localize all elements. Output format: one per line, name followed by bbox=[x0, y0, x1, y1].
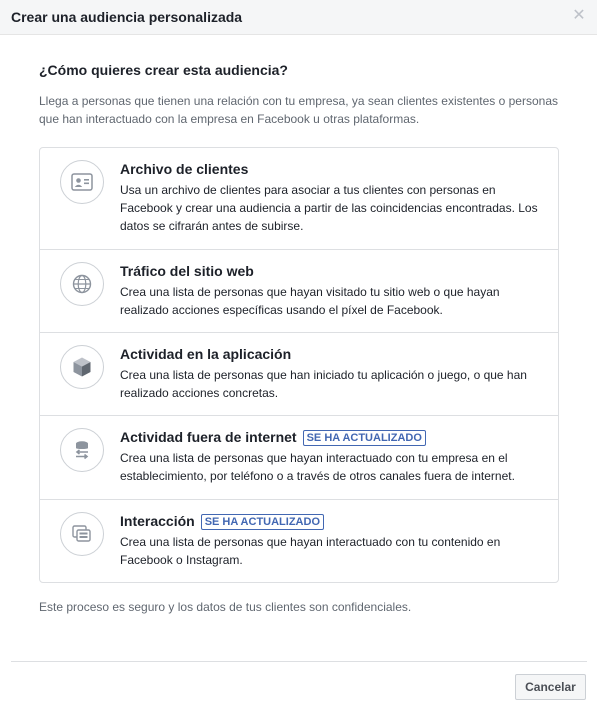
option-engagement[interactable] bbox=[40, 499, 558, 583]
offline-activity-icon bbox=[60, 428, 104, 472]
question-heading: ¿Cómo quieres crear esta audiencia? bbox=[39, 62, 288, 78]
privacy-note: Este proceso es seguro y los datos de tus clientes son confidenciales. bbox=[39, 600, 412, 614]
option-description: Crea una lista de personas que han iniciado tu aplicación o juego, o que han realizado acciones concretas. bbox=[120, 368, 527, 400]
option-offline-activity[interactable] bbox=[40, 415, 558, 499]
updated-badge: SE HA ACTUALIZADO bbox=[303, 430, 426, 446]
option-title: Tráfico del sitio web bbox=[120, 263, 254, 279]
option-description: Usa un archivo de clientes para asociar a tus clientes con personas en Facebook y crear una audiencia a partir de las coincidencias encontradas. Los datos se cifrarán antes de subirse. bbox=[120, 183, 538, 233]
option-description: Crea una lista de personas que hayan visitado tu sitio web o que hayan realizado acciones específicas usando el píxel de Facebook. bbox=[120, 285, 500, 317]
globe-icon bbox=[60, 262, 104, 306]
question-description: Llega a personas que tienen una relación con tu empresa, ya sean clientes existentes o personas que han interactuado con la empresa en Facebook u otras plataformas. bbox=[39, 94, 558, 126]
option-title: Actividad fuera de internet SE HA ACTUALIZADO bbox=[120, 429, 426, 446]
close-icon[interactable]: ✕ bbox=[572, 7, 586, 24]
option-app-activity[interactable] bbox=[40, 332, 558, 415]
option-website-traffic[interactable] bbox=[40, 249, 558, 332]
option-title: Actividad en la aplicación bbox=[120, 346, 292, 362]
cube-icon bbox=[60, 345, 104, 389]
audience-source-list bbox=[39, 147, 559, 583]
option-customer-file[interactable] bbox=[40, 148, 558, 249]
option-title: Interacción SE HA ACTUALIZADO bbox=[120, 513, 324, 530]
dialog-title: Crear una audiencia personalizada bbox=[11, 9, 243, 25]
updated-badge: SE HA ACTUALIZADO bbox=[201, 514, 324, 530]
option-description: Crea una lista de personas que hayan interactuado con tu contenido en Facebook o Instagram. bbox=[120, 535, 501, 567]
option-title: Archivo de clientes bbox=[120, 161, 249, 177]
footer-divider bbox=[11, 661, 587, 662]
option-description: Crea una lista de personas que hayan interactuado con tu empresa en el establecimiento, por teléfono o a través de otros canales fuera de internet. bbox=[120, 451, 515, 483]
cancel-button[interactable]: Cancelar bbox=[515, 674, 586, 700]
dialog-header bbox=[0, 0, 597, 35]
engagement-icon bbox=[60, 512, 104, 556]
customer-file-icon bbox=[60, 160, 104, 204]
